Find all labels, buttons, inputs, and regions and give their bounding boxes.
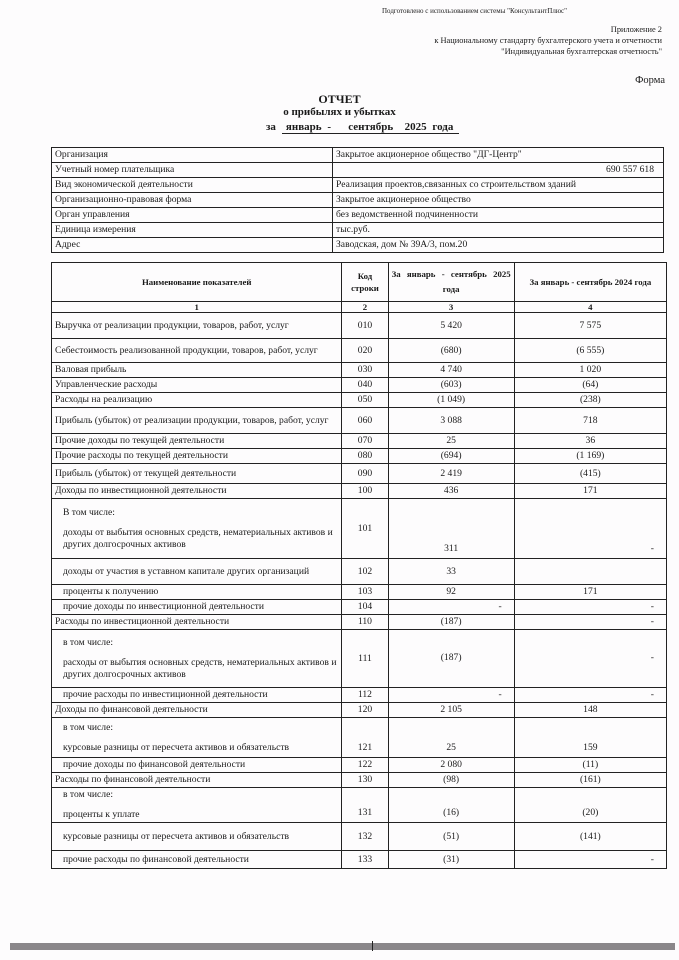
- line-code: 090: [342, 464, 388, 484]
- value-previous-period: (141): [514, 823, 666, 851]
- indicator-label: прочие доходы по финансовой деятельности: [63, 759, 246, 770]
- organization-info-table: [51, 147, 664, 253]
- indicator-label: Доходы по инвестиционной деятельности: [55, 485, 227, 496]
- value-current-period: (603): [388, 378, 514, 393]
- indicator-name: [52, 484, 342, 499]
- table-row: [52, 393, 667, 408]
- column-number-2: 2: [342, 302, 388, 313]
- indicator-label: курсовые разницы от пересчета активов и обязательств: [63, 741, 290, 753]
- value-previous-period: 171: [514, 484, 666, 499]
- scan-edge-tick: [372, 941, 373, 951]
- line-code: 030: [342, 363, 388, 378]
- table-row: [52, 464, 667, 484]
- indicator-label: Себестоимость реализованной продукции, товаров, работ, услуг: [55, 344, 318, 356]
- value-current-period: (31): [388, 851, 514, 869]
- indicator-name: [52, 363, 342, 378]
- column-header-current: За январь - сентябрь 2025 года: [388, 263, 514, 302]
- line-code: 040: [342, 378, 388, 393]
- table-row: [52, 615, 667, 630]
- indicator-name: [52, 630, 342, 688]
- indicator-label: прочие расходы по инвестиционной деятельности: [63, 689, 268, 700]
- value-current-period: 2 105: [388, 703, 514, 718]
- value-current-period: (694): [388, 449, 514, 464]
- info-row: [52, 163, 664, 178]
- value-previous-period: -: [514, 600, 666, 615]
- indicator-label: Доходы по финансовой деятельности: [55, 704, 208, 715]
- info-label: Организационно-правовая форма: [52, 193, 333, 208]
- indicator-label: проценты к получению: [63, 586, 159, 597]
- value-current-period: 436: [388, 484, 514, 499]
- table-row: [52, 600, 667, 615]
- indicator-label: доходы от выбытия основных средств, нематериальных активов и других долгосрочных активов: [63, 526, 333, 550]
- info-value: Реализация проектов,связанных со строительством зданий: [333, 178, 664, 193]
- indicator-label: курсовые разницы от пересчета активов и обязательств: [63, 830, 290, 842]
- report-subtitle: о прибылях и убытках: [283, 106, 396, 118]
- line-code: 120: [342, 703, 388, 718]
- info-label: Вид экономической деятельности: [52, 178, 333, 193]
- info-label: Организация: [52, 148, 333, 163]
- table-header-row: [52, 263, 667, 302]
- line-code: 070: [342, 434, 388, 449]
- appendix-line-3: "Индивидуальная бухгалтерская отчетность": [501, 47, 662, 56]
- line-code: 110: [342, 615, 388, 630]
- column-header-name: Наименование показателей: [52, 263, 342, 302]
- table-row: [52, 718, 667, 758]
- form-label: Форма: [635, 75, 665, 86]
- value-previous-period: (64): [514, 378, 666, 393]
- table-row: [52, 449, 667, 464]
- table-row: [52, 559, 667, 585]
- column-header-previous: За январь - сентябрь 2024 года: [514, 263, 666, 302]
- line-code: 103: [342, 585, 388, 600]
- period-value: январь - сентябрь 2025 года: [282, 121, 459, 134]
- indicator-name: [52, 773, 342, 788]
- value-current-period: (98): [388, 773, 514, 788]
- value-current-period: 92: [388, 585, 514, 600]
- value-previous-period: (20): [514, 788, 666, 823]
- value-current-period: (1 049): [388, 393, 514, 408]
- indicator-label: прочие расходы по финансовой деятельности: [63, 853, 249, 865]
- value-previous-period: (238): [514, 393, 666, 408]
- value-previous-period: (415): [514, 464, 666, 484]
- table-row: [52, 851, 667, 869]
- table-row: [52, 378, 667, 393]
- info-row: [52, 193, 664, 208]
- indicator-label: Расходы по инвестиционной деятельности: [55, 616, 230, 627]
- line-code: 112: [342, 688, 388, 703]
- indicator-label: Выручка от реализации продукции, товаров, работ, услуг: [55, 319, 289, 331]
- value-previous-period: 159: [514, 718, 666, 758]
- line-code: 111: [342, 630, 388, 688]
- value-current-period: 25: [388, 718, 514, 758]
- line-code: 132: [342, 823, 388, 851]
- line-code: 121: [342, 718, 388, 758]
- table-row: [52, 434, 667, 449]
- table-row: [52, 630, 667, 688]
- indicator-label: Прочие доходы по текущей деятельности: [55, 435, 225, 446]
- including-label: в том числе:: [63, 636, 114, 648]
- value-previous-period: (161): [514, 773, 666, 788]
- appendix-line-2: к Национальному стандарту бухгалтерского учета и отчетности: [434, 36, 662, 45]
- indicator-name: [52, 434, 342, 449]
- value-previous-period: 718: [514, 408, 666, 434]
- indicator-name: [52, 758, 342, 773]
- line-code: 060: [342, 408, 388, 434]
- info-value: Закрытое акционерное общество "ДГ-Центр": [333, 148, 664, 163]
- column-number-1: 1: [52, 302, 342, 313]
- info-value: Закрытое акционерное общество: [333, 193, 664, 208]
- value-current-period: 25: [388, 434, 514, 449]
- line-code: 133: [342, 851, 388, 869]
- including-label: в том числе:: [63, 789, 114, 800]
- value-current-period: -: [388, 688, 514, 703]
- info-row: [52, 208, 664, 223]
- value-previous-period: -: [514, 615, 666, 630]
- value-previous-period: (11): [514, 758, 666, 773]
- indicator-name: [52, 378, 342, 393]
- profit-loss-table: [51, 262, 667, 869]
- column-number-4: 4: [514, 302, 666, 313]
- value-previous-period: -: [514, 499, 666, 559]
- line-code: 131: [342, 788, 388, 823]
- line-code: 100: [342, 484, 388, 499]
- indicator-name: [52, 449, 342, 464]
- indicator-name: [52, 313, 342, 339]
- column-number-row: [52, 302, 667, 313]
- column-header-code: Код строки: [342, 263, 388, 302]
- value-current-period: (187): [388, 630, 514, 688]
- info-value: тыс.руб.: [333, 223, 664, 238]
- indicator-name: [52, 851, 342, 869]
- info-row: [52, 148, 664, 163]
- info-value: Заводская, дом № 39А/3, пом.20: [333, 238, 664, 253]
- indicator-name: [52, 585, 342, 600]
- table-row: [52, 703, 667, 718]
- value-previous-period: -: [514, 630, 666, 688]
- info-label: Адрес: [52, 238, 333, 253]
- prepared-note: Подготовлено с использованием системы "КонсультантПлюс": [382, 7, 568, 15]
- including-label: В том числе:: [63, 506, 115, 518]
- table-row: [52, 484, 667, 499]
- indicator-label: прочие доходы по инвестиционной деятельности: [63, 601, 264, 612]
- indicator-name: [52, 559, 342, 585]
- scan-edge-bar: [10, 943, 675, 950]
- info-label: Орган управления: [52, 208, 333, 223]
- line-code: 020: [342, 339, 388, 363]
- value-previous-period: 171: [514, 585, 666, 600]
- indicator-label: Прибыль (убыток) от реализации продукции, товаров, работ, услуг: [55, 414, 329, 426]
- value-previous-period: (1 169): [514, 449, 666, 464]
- value-current-period: (187): [388, 615, 514, 630]
- table-row: [52, 408, 667, 434]
- value-previous-period: 148: [514, 703, 666, 718]
- indicator-label: Прибыль (убыток) от текущей деятельности: [55, 467, 237, 479]
- line-code: 050: [342, 393, 388, 408]
- line-code: 010: [342, 313, 388, 339]
- indicator-name: [52, 788, 342, 823]
- line-code: 101: [342, 499, 388, 559]
- info-label: Учетный номер плательщика: [52, 163, 333, 178]
- table-row: [52, 688, 667, 703]
- indicator-label: доходы от участия в уставном капитале других организаций: [63, 565, 310, 577]
- indicator-name: [52, 615, 342, 630]
- indicator-label: Прочие расходы по текущей деятельности: [55, 450, 228, 461]
- indicator-name: [52, 600, 342, 615]
- table-row: [52, 773, 667, 788]
- value-previous-period: 36: [514, 434, 666, 449]
- indicator-name: [52, 339, 342, 363]
- value-previous-period: -: [514, 851, 666, 869]
- appendix-line-1: Приложение 2: [610, 25, 662, 34]
- value-previous-period: (6 555): [514, 339, 666, 363]
- indicator-name: [52, 499, 342, 559]
- value-current-period: 3 088: [388, 408, 514, 434]
- table-row: [52, 823, 667, 851]
- value-current-period: 311: [388, 499, 514, 559]
- value-previous-period: 1 020: [514, 363, 666, 378]
- line-code: 102: [342, 559, 388, 585]
- indicator-label: Управленческие расходы: [55, 379, 158, 390]
- value-current-period: -: [388, 600, 514, 615]
- value-current-period: (51): [388, 823, 514, 851]
- indicator-label: Валовая прибыль: [55, 364, 127, 375]
- line-code: 122: [342, 758, 388, 773]
- indicator-name: [52, 393, 342, 408]
- indicator-name: [52, 688, 342, 703]
- line-code: 080: [342, 449, 388, 464]
- indicator-label: Расходы по финансовой деятельности: [55, 774, 211, 785]
- period-prefix: за: [266, 121, 276, 133]
- table-row: [52, 363, 667, 378]
- value-current-period: 2 080: [388, 758, 514, 773]
- info-value: без ведомственной подчиненности: [333, 208, 664, 223]
- value-current-period: (680): [388, 339, 514, 363]
- value-previous-period: -: [514, 688, 666, 703]
- info-value: 690 557 618: [333, 163, 664, 178]
- value-previous-period: [514, 559, 666, 585]
- info-row: [52, 223, 664, 238]
- table-row: [52, 339, 667, 363]
- indicator-label: расходы от выбытия основных средств, нематериальных активов и других долгосрочных активов: [63, 656, 337, 680]
- indicator-name: [52, 464, 342, 484]
- table-row: [52, 758, 667, 773]
- report-title: ОТЧЕТ: [318, 92, 361, 106]
- info-row: [52, 178, 664, 193]
- indicator-name: [52, 408, 342, 434]
- indicator-label: проценты к уплате: [63, 809, 140, 820]
- including-label: в том числе:: [63, 721, 114, 733]
- indicator-name: [52, 703, 342, 718]
- indicator-name: [52, 718, 342, 758]
- info-row: [52, 238, 664, 253]
- table-row: [52, 788, 667, 823]
- value-current-period: 5 420: [388, 313, 514, 339]
- indicator-name: [52, 823, 342, 851]
- table-row: [52, 585, 667, 600]
- value-previous-period: 7 575: [514, 313, 666, 339]
- table-row: [52, 499, 667, 559]
- line-code: 104: [342, 600, 388, 615]
- info-label: Единица измерения: [52, 223, 333, 238]
- indicator-label: Расходы на реализацию: [55, 394, 153, 405]
- report-period: [266, 121, 459, 134]
- line-code: 130: [342, 773, 388, 788]
- value-current-period: 2 419: [388, 464, 514, 484]
- appendix-note: [434, 24, 662, 57]
- value-current-period: (16): [388, 788, 514, 823]
- column-number-3: 3: [388, 302, 514, 313]
- value-current-period: 33: [388, 559, 514, 585]
- value-current-period: 4 740: [388, 363, 514, 378]
- table-row: [52, 313, 667, 339]
